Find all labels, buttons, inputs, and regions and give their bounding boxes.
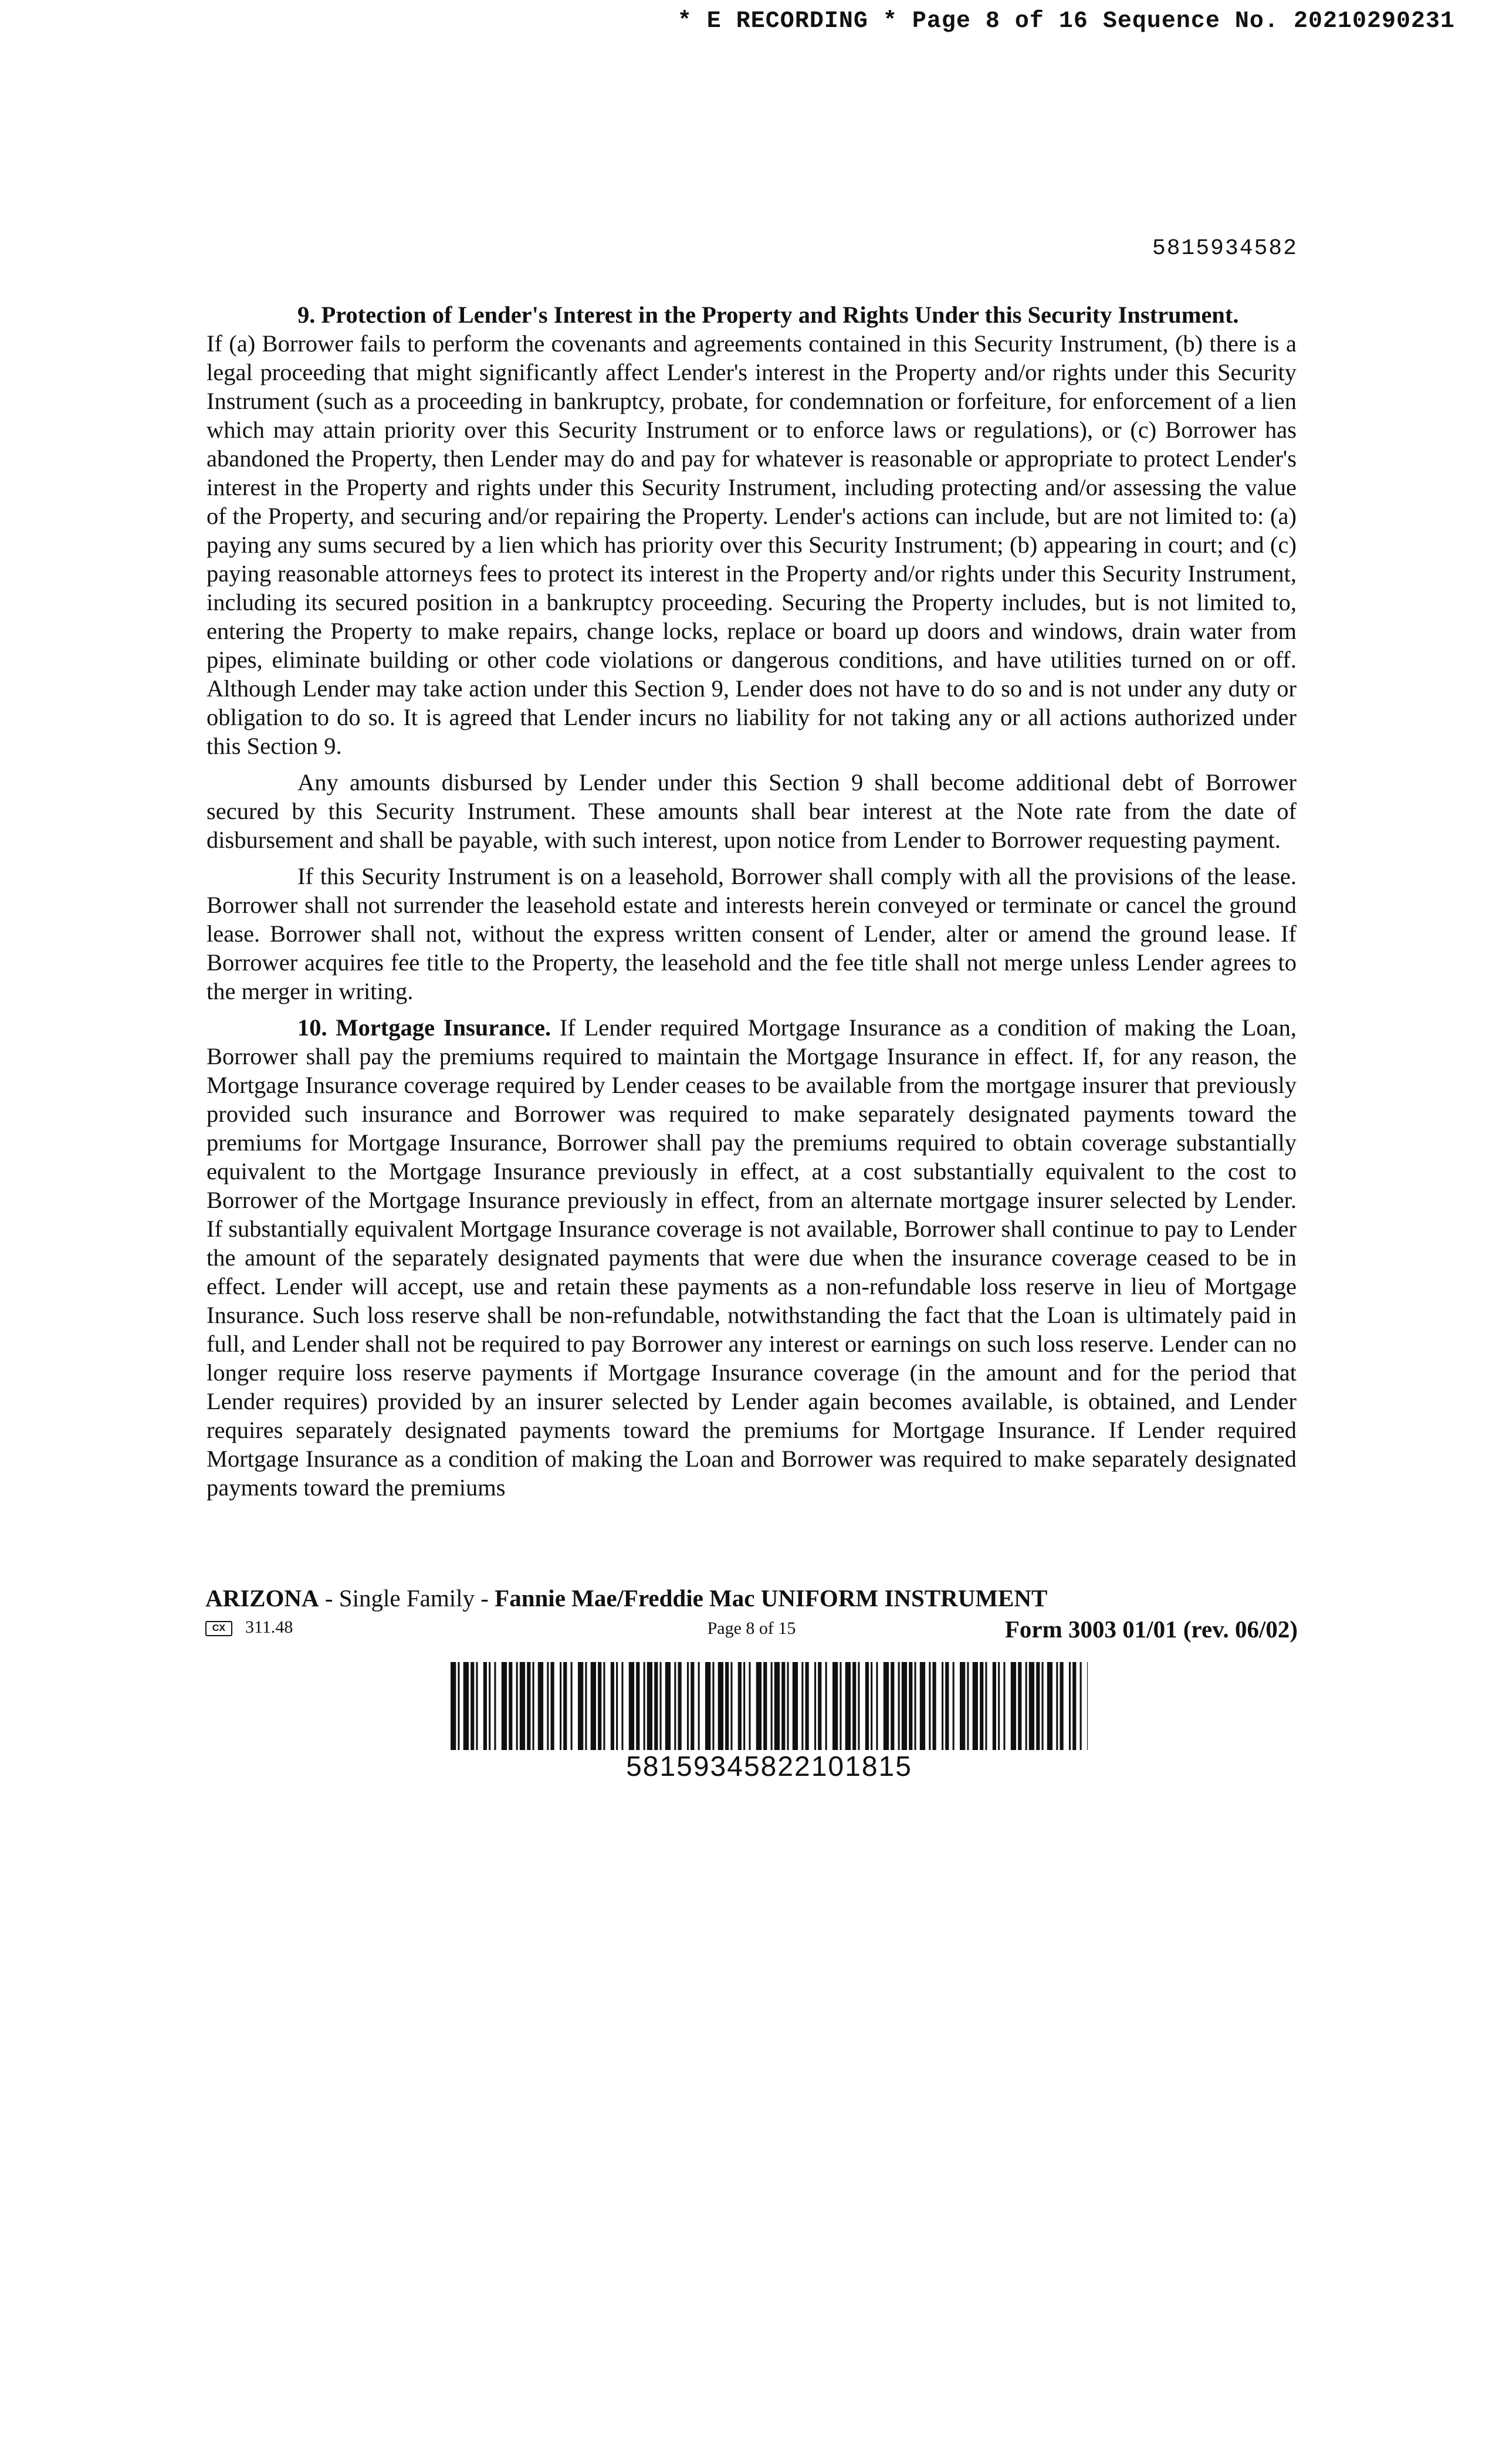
barcode-bar (902, 1662, 907, 1750)
footer-doc-code: 311.48 (245, 1617, 293, 1637)
barcode-bar (915, 1662, 916, 1750)
barcode-bar (730, 1662, 732, 1750)
barcode-bar (1047, 1662, 1052, 1750)
barcode-bar (665, 1662, 671, 1750)
barcode-bar (749, 1662, 750, 1750)
barcode-bar (743, 1662, 745, 1750)
document-body (207, 300, 1297, 1509)
barcode-bar (1056, 1662, 1058, 1750)
barcode-bar (960, 1662, 965, 1750)
barcode-bar (458, 1662, 459, 1750)
barcode-bar (845, 1662, 851, 1750)
barcode-bar (678, 1662, 682, 1750)
barcode-bar (865, 1662, 869, 1750)
barcode-bar (818, 1662, 821, 1750)
barcode-bar (571, 1662, 573, 1750)
barcode-bar (621, 1662, 623, 1750)
barcode-bar (967, 1662, 969, 1750)
cx-logo: CX (205, 1621, 232, 1636)
barcode-bar (698, 1662, 700, 1750)
barcode-bar (674, 1662, 676, 1750)
barcode-bar (705, 1662, 710, 1750)
barcode-bar (644, 1662, 645, 1750)
barcode-bar (771, 1662, 773, 1750)
barcode-bar (756, 1662, 761, 1750)
section-10-paragraph (207, 1013, 1297, 1502)
barcode-bar (551, 1662, 554, 1750)
barcode-bar (998, 1662, 1000, 1750)
section-9-paragraph-1 (207, 300, 1297, 329)
barcode-bar (516, 1662, 518, 1750)
barcode-bar (616, 1662, 618, 1750)
barcode-bar (560, 1662, 561, 1750)
barcode-bar (471, 1662, 474, 1750)
barcode-bar (463, 1662, 469, 1750)
barcode-bar (1087, 1662, 1088, 1750)
footer-row (205, 1615, 1298, 1643)
barcode-bar (502, 1662, 507, 1750)
barcode-bar (884, 1662, 889, 1750)
barcode-bar (611, 1662, 614, 1750)
barcode-bar (805, 1662, 809, 1750)
barcode-bar (973, 1662, 978, 1750)
footer-page-number: Page 8 of 15 (707, 1619, 796, 1638)
barcode-bar (814, 1662, 816, 1750)
barcode-bar (801, 1662, 803, 1750)
barcode-bar (825, 1662, 827, 1750)
loan-number: 5815934582 (1152, 236, 1298, 261)
barcode-bar (1069, 1662, 1071, 1750)
barcode-bar (840, 1662, 841, 1750)
barcode-bar (718, 1662, 723, 1750)
barcode-bar (763, 1662, 767, 1750)
barcode-bar (793, 1662, 798, 1750)
barcode-bar (1080, 1662, 1082, 1750)
barcode-bar (591, 1662, 596, 1750)
barcode-bar (876, 1662, 878, 1750)
footer-instrument: Fannie Mae/Freddie Mac UNIFORM INSTRUMENT (495, 1585, 1048, 1612)
section-10-heading: 10. Mortgage Insurance. (297, 1014, 551, 1041)
footer-form-number: Form 3003 01/01 (rev. 06/02) (1004, 1616, 1298, 1643)
barcode-number: 58159345822101815 (626, 1751, 912, 1782)
footer-title (205, 1584, 1047, 1612)
recording-header: * E RECORDING * Page 8 of 16 Sequence No. 20210290231 (677, 8, 1455, 35)
section-9-paragraph-1-body: If (a) Borrower fails to perform the covenants and agreements contained in this Security Instrument, (b) there is a legal proceeding that might significantly affect Lender's interest in the Property and/or rights under this Security Instrument (such as a proceeding in bankruptcy, probate, for condemnation or forfeiture, for enforcement of a lien which may attain priority over this Security Instrument or to enforce laws or regulations), or (c) Borrower has abandoned the Property, then Lender may do and pay for whatever is reasonable or appropriate to protect Lender's interest in the Property and rights under this Security Instrument, including protecting and/or assessing the value of the Property, and securing and/or repairing the Property. Lender's actions can include, but are not limited to: (a) paying any sums secured by a lien which has priority over this Security Instrument; (b) appearing in court; and (c) paying reasonable attorneys fees to protect its interest in the Property and/or rights under this Security Instrument, including its secured position in a bankruptcy proceeding. Securing the Property includes, but is not limited to, entering the Property to make repairs, change locks, replace or board up doors and windows, drain water from pipes, eliminate building or other code violations or dangerous conditions, and have utilities turned on or off. Although Lender may take action under this Section 9, Lender does not have to do so and is not under any duty or obligation to do so. It is agreed that Lender incurs no liability for not taking any or all actions authorized under this Section 9. (207, 330, 1297, 759)
barcode-bar (1025, 1662, 1027, 1750)
barcode-bar (1072, 1662, 1076, 1750)
barcode-bar (832, 1662, 838, 1750)
barcode-bar (985, 1662, 987, 1750)
barcode-bar (538, 1662, 543, 1750)
barcode-bar (852, 1662, 856, 1750)
barcode-bar (1003, 1662, 1005, 1750)
barcode-bar (945, 1662, 949, 1750)
barcode-bar (603, 1662, 605, 1750)
barcode-bar (654, 1662, 658, 1750)
barcode-bar (980, 1662, 983, 1750)
barcode-bar (451, 1662, 456, 1750)
barcode-bar (647, 1662, 652, 1750)
barcode-bar (598, 1662, 601, 1750)
barcode-bar (1018, 1662, 1021, 1750)
barcode-bar (891, 1662, 894, 1750)
barcode-bar (494, 1662, 496, 1750)
barcode (451, 1662, 1088, 1750)
footer-separator: - Single Family - (319, 1585, 495, 1612)
section-10-text: If Lender required Mortgage Insurance as a condition of making the Loan, Borrower shall pay the premiums required to maintain the Mortgage Insurance in effect. If, for any reason, the Mortgage Insurance coverage required by Lender ceases to be available from the mortgage insurer that previously provided such insurance and Borrower was required to make separately designated payments toward the premiums for Mortgage Insurance, Borrower shall pay the premiums required to obtain coverage substantially equivalent to the Mortgage Insurance previously in effect, at a cost substantially equivalent to the cost to Borrower of the Mortgage Insurance previously in effect, from an alternate mortgage insurer selected by Lender. If substantially equivalent Mortgage Insurance coverage is not available, Borrower shall continue to pay to Lender the amount of the separately designated payments that were due when the insurance coverage ceased to be in effect. Lender will accept, use and retain these payments as a non-refundable loss reserve in lieu of Mortgage Insurance. Such loss reserve shall be non-refundable, notwithstanding the fact that the Loan is ultimately paid in full, and Lender shall not be required to pay Borrower any interest or earnings on such loss reserve. Lender can no longer require loss reserve payments if Mortgage Insurance coverage (in the amount and for the period that Lender requires) provided by an insurer selected by Lender again becomes available, is obtained, and Lender requires separately designated payments toward the premiums for Mortgage Insurance. If Lender required Mortgage Insurance as a condition of making the Loan and Borrower was required to make separately designated payments toward the premiums (207, 1014, 1297, 1501)
barcode-bar (489, 1662, 490, 1750)
barcode-bar (547, 1662, 549, 1750)
barcode-bar (1060, 1662, 1064, 1750)
barcode-bar (898, 1662, 900, 1750)
section-9-paragraph-2: Any amounts disbursed by Lender under this Section 9 shall become additional debt of Borrower secured by this Security Instrument. These amounts shall bear interest at the Note rate from the date of disbursement and shall be payable, with such interest, upon notice from Lender to Borrower requesting payment. (207, 769, 1297, 853)
barcode-bar (585, 1662, 587, 1750)
barcode-bar (563, 1662, 567, 1750)
barcode-bar (712, 1662, 714, 1750)
barcode-bar (725, 1662, 729, 1750)
barcode-bar (1036, 1662, 1040, 1750)
barcode-bar (774, 1662, 780, 1750)
barcode-bar (520, 1662, 525, 1750)
barcode-bar (920, 1662, 925, 1750)
barcode-bar (993, 1662, 996, 1750)
barcode-bar (1011, 1662, 1016, 1750)
barcode-bar (858, 1662, 859, 1750)
barcode-bar (1029, 1662, 1034, 1750)
barcode-bar (483, 1662, 487, 1750)
barcode-bar (909, 1662, 912, 1750)
barcode-bar (687, 1662, 689, 1750)
barcode-bar (527, 1662, 530, 1750)
barcode-bar (781, 1662, 785, 1750)
barcode-bar (787, 1662, 789, 1750)
barcode-bar (509, 1662, 512, 1750)
barcode-bar (738, 1662, 742, 1750)
barcode-bar (871, 1662, 872, 1750)
footer-state: ARIZONA (205, 1585, 319, 1612)
barcode-bar (691, 1662, 694, 1750)
barcode-bar (533, 1662, 534, 1750)
barcode-bar (1042, 1662, 1044, 1750)
barcode-bar (929, 1662, 930, 1750)
barcode-bar (578, 1662, 583, 1750)
barcode-bar (629, 1662, 634, 1750)
section-9-heading: 9. Protection of Lender's Interest in the Property and Rights Under this Security Instrument. (297, 302, 1239, 328)
barcode-bar (476, 1662, 478, 1750)
barcode-bar (942, 1662, 943, 1750)
barcode-bar (953, 1662, 955, 1750)
barcode-bar (636, 1662, 639, 1750)
barcode-bar (933, 1662, 936, 1750)
barcode-bar (660, 1662, 662, 1750)
section-9-paragraph-3: If this Security Instrument is on a leasehold, Borrower shall comply with all the provisions of the lease. Borrower shall not surrender the leasehold estate and interests herein conveyed or terminate or cancel the ground lease. Borrower shall not, without the express written consent of Lender, alter or amend the ground lease. If Borrower acquires fee title to the Property, the leasehold and the fee title shall not merge unless Lender agrees to the merger in writing. (207, 863, 1297, 1004)
